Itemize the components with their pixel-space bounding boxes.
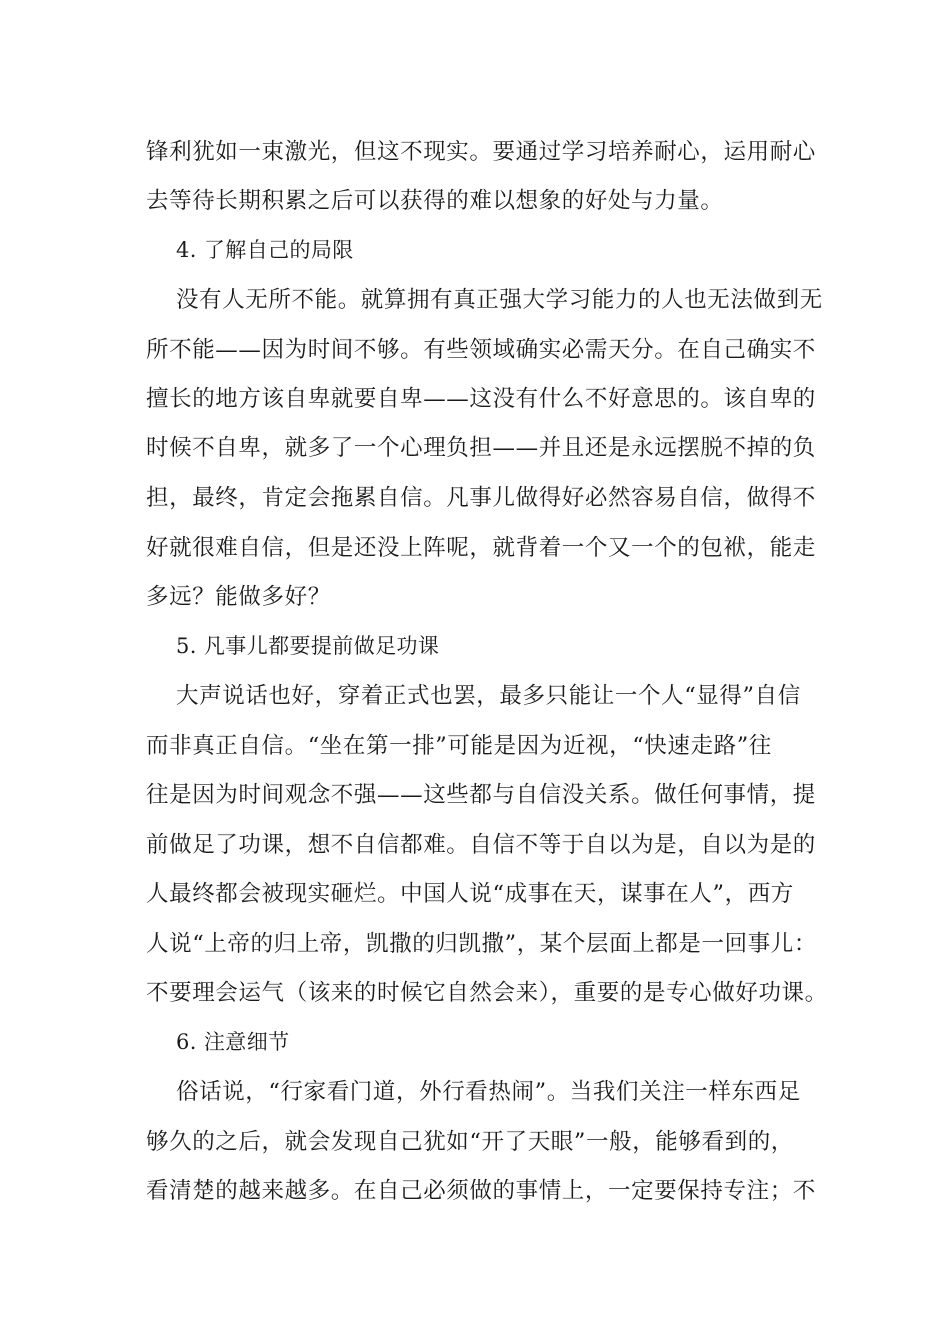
paragraph-line: 没有人无所不能。就算拥有真正强大学习能力的人也无法做到无 xyxy=(176,287,823,313)
paragraph-line: 好就很难自信，但是还没上阵呢，就背着一个又一个的包袱，能走 xyxy=(146,535,816,561)
paragraph-line: 担，最终，肯定会拖累自信。凡事儿做得好必然容易自信，做得不 xyxy=(146,485,816,511)
paragraph-line: 多远？能做多好？ xyxy=(146,584,331,610)
section-heading: 5. 凡事儿都要提前做足功课 xyxy=(176,634,440,658)
paragraph-line: 够久的之后，就会发现自己犹如“开了天眼”一般，能够看到的， xyxy=(146,1129,794,1155)
section-heading: 6. 注意细节 xyxy=(176,1030,290,1054)
paragraph-line: 时候不自卑，就多了一个心理负担——并且还是永远摆脱不掉的负 xyxy=(146,435,816,461)
paragraph-line: 而非真正自信。“坐在第一排”可能是因为近视，“快速走路”往 xyxy=(146,733,772,759)
paragraph-line: 俗话说，“行家看门道，外行看热闹”。当我们关注一样东西足 xyxy=(176,1079,801,1105)
paragraph-line: 人最终都会被现实砸烂。中国人说“成事在天，谋事在人”，西方 xyxy=(146,881,794,907)
section-heading: 4. 了解自己的局限 xyxy=(176,238,354,262)
paragraph-line: 大声说话也好，穿着正式也罢，最多只能让一个人“显得”自信 xyxy=(176,683,801,709)
paragraph-line: 不要理会运气（该来的时候它自然会来），重要的是专心做好功课。 xyxy=(146,980,828,1006)
paragraph-line: 锋利犹如一束激光，但这不现实。要通过学习培养耐心，运用耐心 xyxy=(146,139,816,165)
paragraph-line: 擅长的地方该自卑就要自卑——这没有什么不好意思的。该自卑的 xyxy=(146,386,816,412)
paragraph-line: 前做足了功课，想不自信都难。自信不等于自以为是，自以为是的 xyxy=(146,832,816,858)
paragraph-line: 所不能——因为时间不够。有些领域确实必需天分。在自己确实不 xyxy=(146,337,816,363)
paragraph-line: 去等待长期积累之后可以获得的难以想象的好处与力量。 xyxy=(146,188,724,214)
paragraph-line: 看清楚的越来越多。在自己必须做的事情上，一定要保持专注；不 xyxy=(146,1178,816,1204)
paragraph-line: 往是因为时间观念不强——这些都与自信没关系。做任何事情，提 xyxy=(146,782,816,808)
paragraph-line: 人说“上帝的归上帝，凯撒的归凯撒”，某个层面上都是一回事儿： xyxy=(146,931,818,957)
